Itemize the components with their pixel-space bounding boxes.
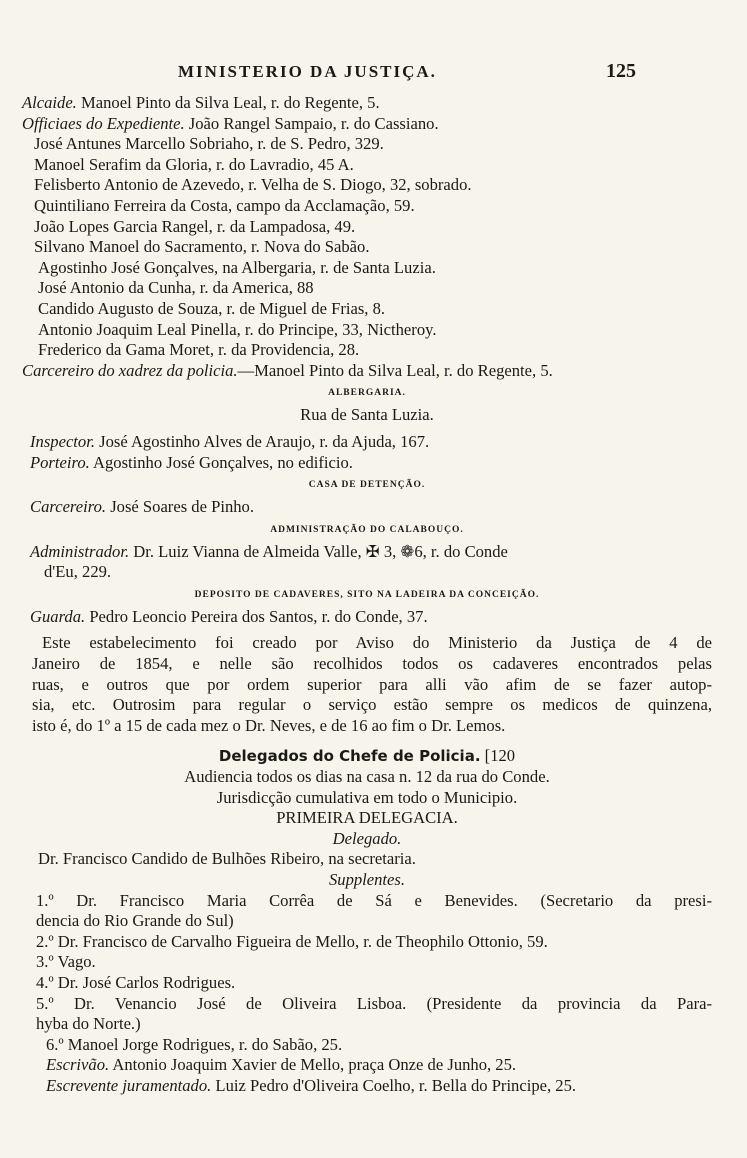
administrador-entry [22,542,712,563]
guarda-entry [22,607,712,628]
delegado-text: Dr. Francisco Candido de Bulhões Ribeiro, na secretaria. [38,849,416,869]
administrador-text: 6, r. do Conde [414,541,508,561]
administrador-text: 3, [379,541,401,561]
running-title: MINISTERIO DA JUSTIÇA. [178,62,437,81]
inspector-text: José Agostinho Alves de Araujo, r. da Ajuda, 167. [94,431,430,451]
inspector-label: Inspector. [30,431,95,451]
albergaria-address: Rua de Santa Luzia. [300,405,434,425]
supplente-line: 1.º Dr. Francisco Maria Corrêa de Sá e Benevides. (Secretario da presi- [36,890,712,910]
carcereiro-xadrez-entry [22,361,712,382]
guarda-text: Pedro Leoncio Pereira dos Santos, r. do Conde, 37. [85,606,428,626]
delegados-heading-ref: [120 [480,746,516,766]
supplente-line: 4.º Dr. José Carlos Rodrigues. [36,972,236,992]
official-name: Felisberto Antonio de Azevedo, r. Velha de S. Diogo, 32, sobrado. [34,175,472,195]
porteiro-entry [22,453,712,474]
audiencia-line: Audiencia todos os dias na casa n. 12 da rua do Conde. [184,767,550,787]
alcaide-text: Manoel Pinto da Silva Leal, r. do Regente, 5. [76,93,380,112]
carcereiro-xadrez-label: Carcereiro do xadrez da policia. [22,360,238,380]
page-number: 125 [606,60,636,82]
order-rose-icon: ❁ [400,541,415,561]
guarda-label: Guarda. [30,606,86,626]
escrevente-text: Luiz Pedro d'Oliveira Coelho, r. Bella do Principe, 25. [211,1075,577,1095]
detencao-carcereiro-text: José Soares de Pinho. [106,497,254,517]
official-name: Antonio Joaquim Leal Pinella, r. do Principe, 33, Nictheroy. [38,319,437,339]
escrevente-entry [22,1076,712,1097]
deposito-paragraph-line: Este estabelecimento foi creado por Aviso do Ministerio da Justiça de 4 de [42,633,712,653]
order-cross-icon: ✠ [365,541,380,561]
alcaide-entry [22,93,712,114]
jurisdiccao-line: Jurisdicção cumulativa em todo o Municipio. [216,787,518,807]
official-name: José Antonio da Cunha, r. da America, 88 [38,278,314,298]
officiaes-entry [22,114,712,135]
delegado-label: Delegado. [332,828,402,848]
calabouco-heading: ADMINISTRAÇÃO DO CALABOUÇO. [270,524,464,535]
albergaria-heading: ALBERGARIA. [328,388,406,399]
supplente-line-cont: dencia do Rio Grande do Sul) [36,911,234,931]
detencao-heading: CASA DE DETENÇÃO. [308,480,426,491]
official-name: João Lopes Garcia Rangel, r. da Lampadosa, 49. [34,216,356,236]
supplente-line: 2.º Dr. Francisco de Carvalho Figueira de Mello, r. de Theophilo Ottonio, 59. [36,931,548,951]
administrador-label: Administrador. [30,541,130,561]
page-header [0,62,747,86]
deposito-paragraph-line: ruas, e outros que por ordem superior para alli vão afim de se fazer autop- [32,674,712,694]
deposito-heading: DEPOSITO DE CADAVERES, SITO NA LADEIRA DA CONCEIÇÃO. [194,589,540,600]
escrivao-entry [22,1055,712,1076]
deposito-paragraph-line: isto é, do 1º a 15 de cada mez o Dr. Neves, e de 16 ao fim o Dr. Lemos. [32,715,506,735]
primeira-delegacia-heading: PRIMEIRA DELEGACIA. [276,808,458,828]
escrivao-text: Antonio Joaquim Xavier de Mello, praça Onze de Junho, 25. [109,1055,517,1075]
supplente-line: 5.º Dr. Venancio José de Oliveira Lisboa. (Presidente da provincia da Para- [36,993,712,1013]
delegados-heading: Delegados do Chefe de Policia. [218,747,481,766]
alcaide-label: Alcaide. [22,93,77,112]
official-name: Candido Augusto de Souza, r. de Miguel de Frias, 8. [38,298,386,318]
administrador-text-cont: d'Eu, 229. [44,562,112,582]
official-name: José Antunes Marcello Sobriaho, r. de S. Pedro, 329. [34,134,384,154]
porteiro-label: Porteiro. [30,452,90,472]
detencao-carcereiro-label: Carcereiro. [30,497,107,517]
official-name: Manoel Serafim da Gloria, r. do Lavradio, 45 A. [34,154,354,174]
escrevente-label: Escrevente juramentado. [46,1075,212,1095]
administrador-text: Dr. Luiz Vianna de Almeida Valle, [129,541,366,561]
escrivao-label: Escrivão. [46,1055,110,1075]
deposito-paragraph-line: Janeiro de 1854, e nelle são recolhidos todos os cadaveres encontrados pelas [32,654,712,674]
body-text [22,93,712,1097]
official-name: Agostinho José Gonçalves, na Albergaria, r. de Santa Luzia. [38,257,436,277]
delegados-heading-line [22,746,712,767]
official-name: Quintiliano Ferreira da Costa, campo da Acclamação, 59. [34,195,415,215]
official-name: Frederico da Gama Moret, r. da Providencia, 28. [38,340,360,360]
officiaes-text: João Rangel Sampaio, r. do Cassiano. [184,113,439,133]
supplentes-label: Supplentes. [328,870,406,889]
officiaes-label: Officiaes do Expediente. [22,113,185,133]
deposito-paragraph-line: sia, etc. Outrosim para regular o serviço estão sempre os medicos de quinzena, [32,695,712,715]
supplente-line: 6.º Manoel Jorge Rodrigues, r. do Sabão, 25. [46,1034,343,1054]
detencao-carcereiro-entry [22,497,712,518]
official-name: Silvano Manoel do Sacramento, r. Nova do Sabão. [34,237,370,257]
supplente-line: 3.º Vago. [36,952,96,972]
porteiro-text: Agostinho José Gonçalves, no edificio. [89,452,353,472]
supplente-line-cont: hyba do Norte.) [36,1014,141,1034]
carcereiro-xadrez-text: —Manoel Pinto da Silva Leal, r. do Regente, 5. [237,360,553,380]
inspector-entry [22,432,712,453]
